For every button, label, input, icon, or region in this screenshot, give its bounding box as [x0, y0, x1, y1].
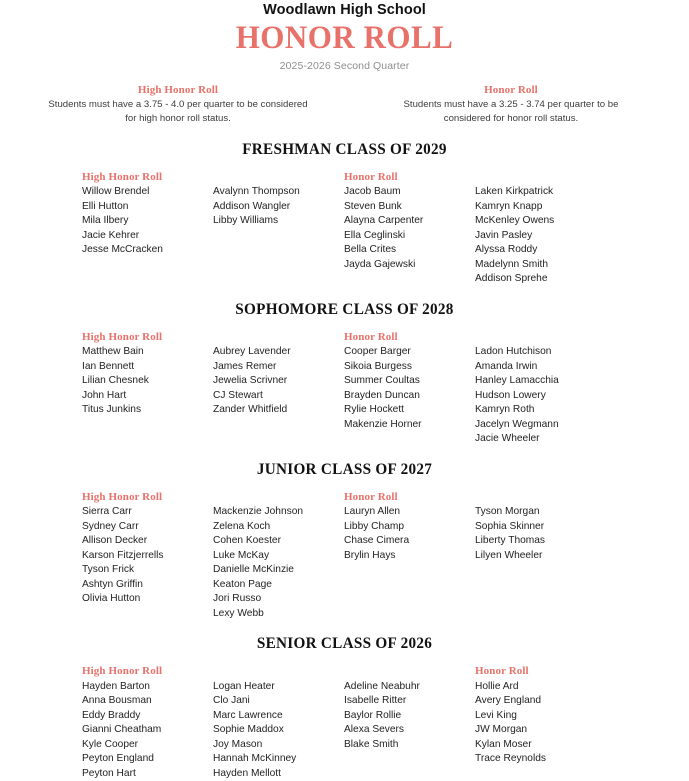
- student-name: Steven Bunk: [344, 200, 402, 212]
- class-section: [10, 301, 679, 447]
- column-heading: High Honor Roll: [82, 330, 163, 343]
- student-name: Bella Crites: [344, 244, 397, 256]
- class-section: [10, 635, 679, 781]
- name-column: [475, 170, 606, 287]
- student-name: Jacelyn Wegmann: [475, 418, 559, 430]
- document-header: [10, 0, 679, 72]
- student-name: Ian Bennett: [82, 360, 135, 372]
- student-name: Hollie Ard: [475, 680, 519, 692]
- class-heading: FRESHMAN CLASS OF 2029: [242, 140, 447, 158]
- student-name: Zelena Koch: [213, 520, 271, 532]
- student-name: Gianni Cheatham: [82, 724, 162, 736]
- student-name: Karson Fitzjerrells: [82, 549, 164, 561]
- criteria-block: [48, 84, 308, 127]
- student-name: Willow Brendel: [82, 186, 150, 198]
- student-name: Joy Mason: [213, 738, 263, 750]
- student-name: Tyson Morgan: [475, 506, 540, 518]
- student-name: Jayda Gajewski: [344, 258, 416, 270]
- student-name: Kamryn Roth: [475, 404, 535, 416]
- name-column: [213, 490, 344, 621]
- student-name: Jewelia Scrivner: [213, 375, 288, 387]
- class-sections: [10, 141, 679, 781]
- name-column: [475, 330, 606, 447]
- student-name: Tyson Frick: [82, 564, 135, 576]
- name-column: [344, 490, 475, 621]
- student-name: McKenley Owens: [475, 215, 555, 227]
- column-heading: Honor Roll: [344, 170, 398, 183]
- student-name: Sydney Carr: [82, 520, 139, 532]
- student-name: CJ Stewart: [213, 389, 263, 401]
- student-name: Jacob Baum: [344, 186, 401, 198]
- student-name: Hanley Lamacchia: [475, 375, 559, 387]
- student-name: Avalynn Thompson: [213, 186, 300, 198]
- student-name: Jacie Kehrer: [82, 229, 140, 241]
- class-section: [10, 141, 679, 287]
- name-columns: [10, 664, 679, 781]
- name-column: [213, 664, 344, 781]
- student-name: Addison Sprehe: [475, 273, 548, 285]
- student-name: Hayden Mellott: [213, 767, 281, 779]
- student-name: Luke McKay: [213, 549, 270, 561]
- column-heading: Honor Roll: [475, 665, 529, 678]
- document-subtitle: 2025-2026 Second Quarter: [279, 59, 410, 72]
- page-title: HONOR ROLL: [235, 20, 454, 56]
- student-name: Rylie Hockett: [344, 404, 405, 416]
- column-heading: High Honor Roll: [82, 490, 163, 503]
- student-name: Makenzie Horner: [344, 418, 422, 430]
- student-name: Clo Jani: [213, 695, 250, 707]
- criteria-body: Students must have a 3.25 - 3.74 per quarter to be considered for honor roll status.: [403, 98, 619, 125]
- student-name: Logan Heater: [213, 680, 275, 692]
- student-name: Keaton Page: [213, 578, 272, 590]
- student-name: Aubrey Lavender: [213, 346, 291, 358]
- student-name: Ashtyn Griffin: [82, 578, 143, 590]
- school-name: Woodlawn High School: [263, 2, 426, 18]
- student-name: Summer Coultas: [344, 375, 420, 387]
- student-name: John Hart: [82, 389, 127, 401]
- name-columns: [10, 490, 679, 621]
- criteria-heading: High Honor Roll: [137, 83, 219, 96]
- student-name: Hayden Barton: [82, 680, 150, 692]
- student-name: Anna Bousman: [82, 695, 152, 707]
- student-name: Alexa Severs: [344, 724, 405, 736]
- student-name: Kyle Cooper: [82, 738, 139, 750]
- student-name: Lilyen Wheeler: [475, 549, 543, 561]
- student-name: Libby Williams: [213, 215, 279, 227]
- column-heading: Honor Roll: [344, 490, 398, 503]
- student-name: James Remer: [213, 360, 277, 372]
- student-name: Eddy Braddy: [82, 709, 141, 721]
- class-heading: SOPHOMORE CLASS OF 2028: [235, 300, 454, 318]
- student-name: Laken Kirkpatrick: [475, 186, 554, 198]
- student-name: Zander Whitfield: [213, 404, 288, 416]
- name-column: [344, 664, 475, 781]
- class-heading: SENIOR CLASS OF 2026: [256, 635, 433, 653]
- student-name: Brylin Hays: [344, 549, 396, 561]
- student-name: Olivia Hutton: [82, 593, 141, 605]
- name-column: [82, 664, 213, 781]
- student-name: Isabelle Ritter: [344, 695, 407, 707]
- student-name: Levi King: [475, 709, 517, 721]
- student-name: Amanda Irwin: [475, 360, 538, 372]
- student-name: Jesse McCracken: [82, 244, 163, 256]
- name-columns: [10, 330, 679, 447]
- student-name: Alayna Carpenter: [344, 215, 424, 227]
- student-name: Sophie Maddox: [213, 724, 284, 736]
- student-name: Trace Reynolds: [475, 753, 546, 765]
- student-name: Allison Decker: [82, 535, 148, 547]
- column-heading: High Honor Roll: [82, 170, 163, 183]
- student-name: Mackenzie Johnson: [213, 506, 304, 518]
- student-name: Lexy Webb: [213, 607, 264, 619]
- criteria-heading: Honor Roll: [484, 83, 538, 96]
- student-name: Lauryn Allen: [344, 506, 401, 518]
- student-name: Hudson Lowery: [475, 389, 546, 401]
- name-column: [213, 330, 344, 447]
- student-name: Ladon Hutchison: [475, 346, 552, 358]
- name-column: [82, 170, 213, 287]
- name-column: [475, 490, 606, 621]
- name-column: [344, 170, 475, 287]
- student-name: Jori Russo: [213, 593, 262, 605]
- name-column: [82, 330, 213, 447]
- student-name: Hannah McKinney: [213, 753, 297, 765]
- student-name: JW Morgan: [475, 724, 528, 736]
- student-name: Cohen Koester: [213, 535, 281, 547]
- student-name: Kamryn Knapp: [475, 200, 543, 212]
- student-name: Cooper Barger: [344, 346, 411, 358]
- student-name: Libby Champ: [344, 520, 405, 532]
- student-name: Sierra Carr: [82, 506, 132, 518]
- class-section: [10, 461, 679, 621]
- student-name: Chase Cimera: [344, 535, 410, 547]
- student-name: Elli Hutton: [82, 200, 129, 212]
- student-name: Avery England: [475, 695, 542, 707]
- student-name: Addison Wangler: [213, 200, 291, 212]
- student-name: Baylor Rollie: [344, 709, 402, 721]
- student-name: Jacie Wheeler: [475, 433, 540, 445]
- name-column: [475, 664, 606, 781]
- student-name: Sikoia Burgess: [344, 360, 412, 372]
- student-name: Kylan Moser: [475, 738, 532, 750]
- student-name: Madelynn Smith: [475, 258, 549, 270]
- name-column: [213, 170, 344, 287]
- student-name: Blake Smith: [344, 738, 399, 750]
- student-name: Liberty Thomas: [475, 535, 546, 547]
- student-name: Adeline Neabuhr: [344, 680, 420, 692]
- student-name: Danielle McKinzie: [213, 564, 294, 576]
- criteria-block: [381, 84, 641, 127]
- name-column: [82, 490, 213, 621]
- student-name: Sophia Skinner: [475, 520, 545, 532]
- student-name: Mila Ilbery: [82, 215, 129, 227]
- name-columns: [10, 170, 679, 287]
- column-heading: High Honor Roll: [82, 665, 163, 678]
- student-name: Ella Ceglinski: [344, 229, 406, 241]
- student-name: Javin Pasley: [475, 229, 533, 241]
- student-name: Peyton Hart: [82, 767, 136, 779]
- column-heading: Honor Roll: [344, 330, 398, 343]
- criteria-row: [10, 84, 679, 127]
- student-name: Matthew Bain: [82, 346, 144, 358]
- student-name: Titus Junkins: [82, 404, 142, 416]
- student-name: Brayden Duncan: [344, 389, 420, 401]
- class-heading: JUNIOR CLASS OF 2027: [256, 460, 433, 478]
- student-name: Lilian Chesnek: [82, 375, 149, 387]
- name-column: [344, 330, 475, 447]
- criteria-body: Students must have a 3.75 - 4.0 per quarter to be considered for high honor roll status.: [48, 98, 308, 125]
- student-name: Peyton England: [82, 753, 154, 765]
- student-name: Marc Lawrence: [213, 709, 283, 721]
- student-name: Alyssa Roddy: [475, 244, 538, 256]
